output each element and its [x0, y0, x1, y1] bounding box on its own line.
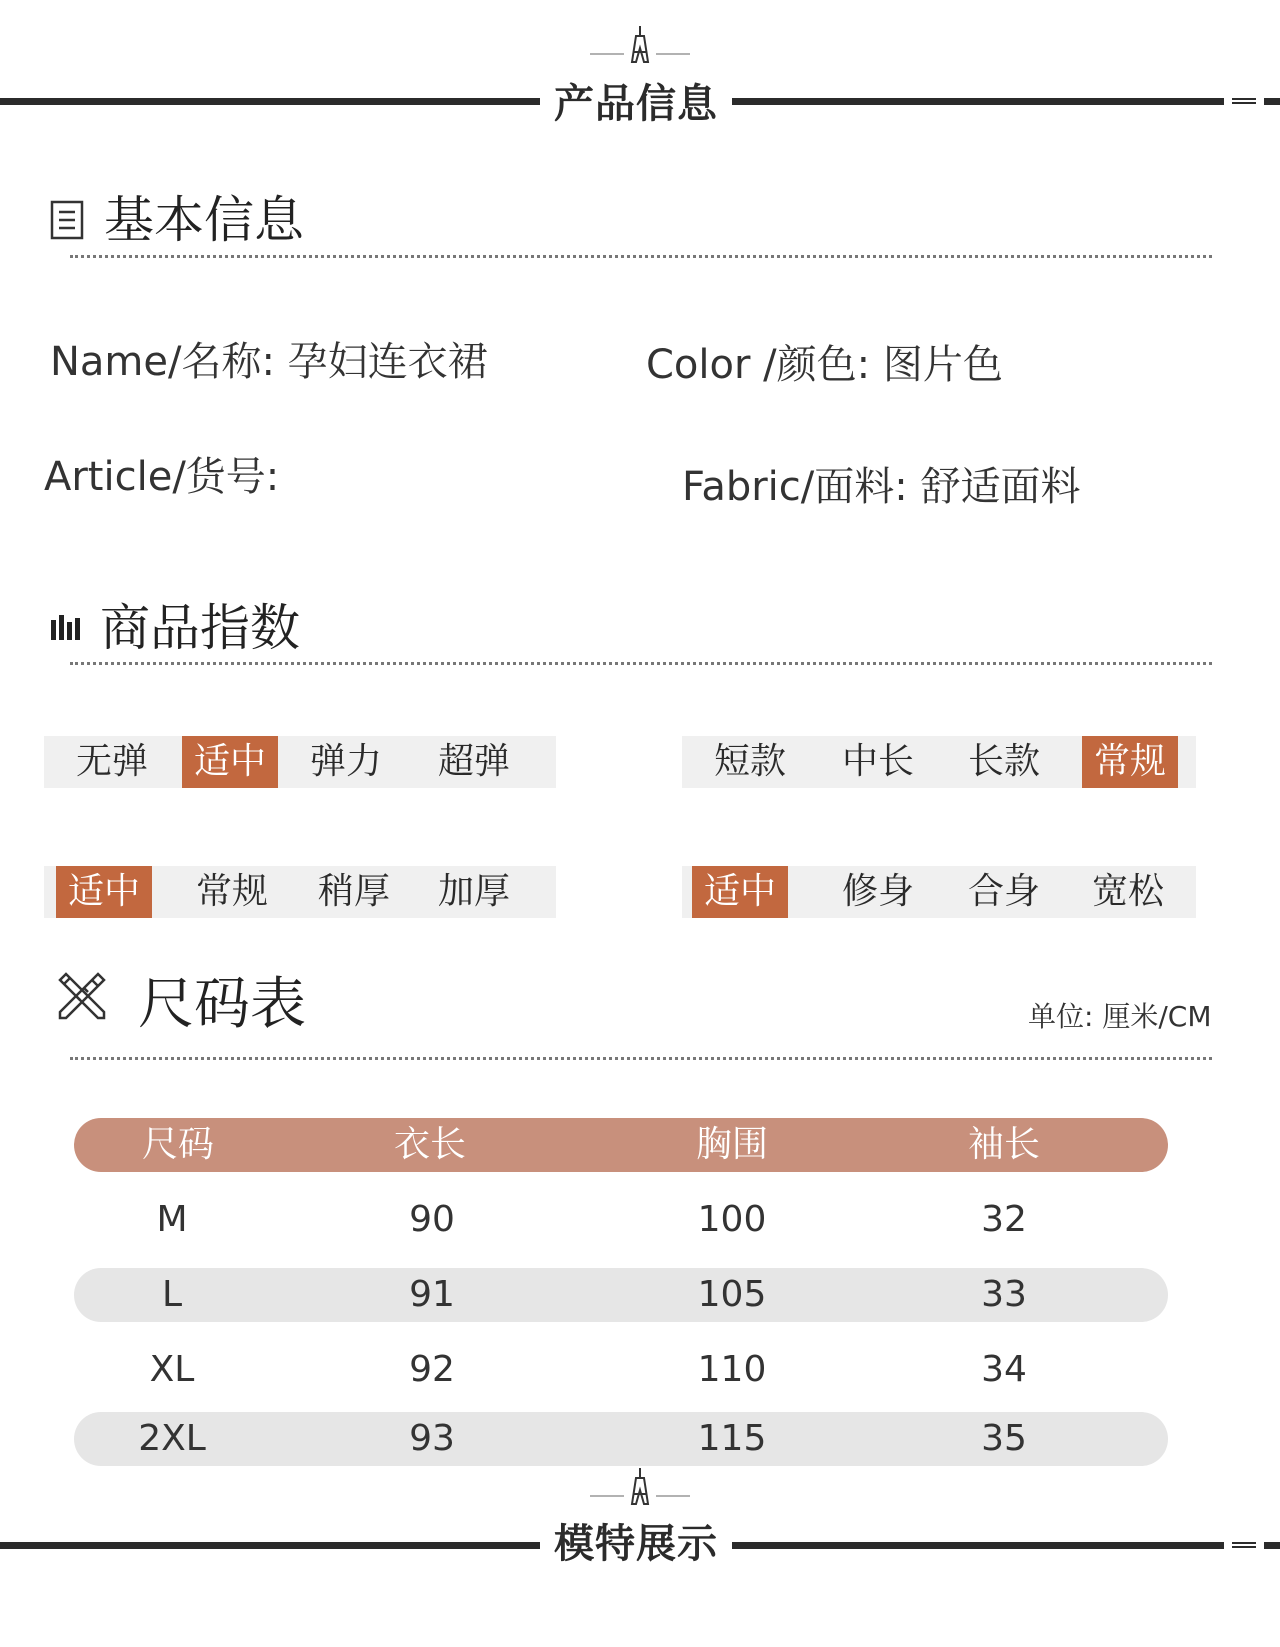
eiffel-tower-icon: [586, 1464, 694, 1508]
fit-scale: [682, 866, 1196, 918]
section-divider-model-show: [0, 1464, 1280, 1584]
dotted-separator: [70, 1057, 1212, 1060]
product-index-heading: 商品指数: [100, 599, 300, 657]
table-row: [74, 1412, 1168, 1466]
document-icon: [50, 200, 86, 240]
bust-cell: 110: [697, 1349, 767, 1390]
size-chart-heading: 尺码表: [138, 972, 306, 1037]
size-cell: L: [161, 1274, 183, 1315]
column-header: 袖长: [967, 1124, 1040, 1165]
divider-end-lines: [1232, 1542, 1256, 1550]
thickness-scale: [44, 866, 556, 918]
dotted-separator: [70, 662, 1212, 665]
length-cell: 90: [409, 1199, 455, 1240]
bust-cell: 100: [697, 1199, 767, 1240]
pencil-ruler-icon: [54, 968, 110, 1024]
scale-option: 稍厚: [317, 871, 390, 912]
article-number: Article/货号:: [44, 454, 280, 500]
scale-option: 宽松: [1091, 871, 1164, 912]
bar-chart-icon: [50, 612, 82, 640]
scale-option: 常规: [195, 871, 268, 912]
sleeve-cell: 34: [981, 1349, 1027, 1390]
bust-cell: 115: [697, 1418, 767, 1459]
product-name: Name/名称: 孕妇连衣裙: [50, 339, 488, 385]
scale-option-selected: 适中: [182, 736, 278, 788]
length-scale: [682, 736, 1196, 788]
table-row: [74, 1268, 1168, 1322]
elasticity-scale: [44, 736, 556, 788]
sleeve-cell: 32: [981, 1199, 1027, 1240]
column-header: 胸围: [695, 1124, 768, 1165]
section-title-product-info: 产品信息: [554, 81, 718, 127]
column-header: 衣长: [393, 1124, 466, 1165]
bust-cell: 105: [697, 1274, 767, 1315]
unit-label: 单位: 厘米/CM: [1028, 1000, 1212, 1033]
scale-option: 短款: [713, 741, 786, 782]
length-cell: 91: [409, 1274, 455, 1315]
scale-option: 无弹: [75, 741, 148, 782]
size-cell: XL: [149, 1349, 195, 1390]
sleeve-cell: 33: [981, 1274, 1027, 1315]
scale-option-selected: 适中: [56, 866, 152, 918]
product-color: Color /颜色: 图片色: [646, 342, 1003, 388]
section-divider-product-info: [0, 22, 1280, 142]
scale-option: 修身: [841, 871, 914, 912]
size-cell: 2XL: [138, 1418, 206, 1459]
eiffel-tower-icon: [586, 22, 694, 66]
section-title-model-show: 模特展示: [554, 1521, 718, 1567]
scale-option: 弹力: [309, 741, 382, 782]
basic-info-heading: 基本信息: [104, 191, 304, 249]
scale-option: 加厚: [437, 871, 510, 912]
scale-option: 超弹: [437, 741, 510, 782]
size-table-header: [74, 1118, 1168, 1172]
scale-option-selected: 适中: [692, 866, 788, 918]
length-cell: 92: [409, 1349, 455, 1390]
dotted-separator: [70, 255, 1212, 258]
product-fabric: Fabric/面料: 舒适面料: [682, 464, 1081, 510]
scale-option: 合身: [967, 871, 1040, 912]
column-header: 尺码: [141, 1124, 214, 1165]
size-cell: M: [156, 1199, 188, 1240]
table-row: [74, 1193, 1168, 1247]
divider-end-lines: [1232, 98, 1256, 106]
scale-option-selected: 常规: [1082, 736, 1178, 788]
scale-option: 中长: [841, 741, 914, 782]
scale-option: 长款: [967, 741, 1040, 782]
sleeve-cell: 35: [981, 1418, 1027, 1459]
length-cell: 93: [409, 1418, 455, 1459]
table-row: [74, 1343, 1168, 1397]
